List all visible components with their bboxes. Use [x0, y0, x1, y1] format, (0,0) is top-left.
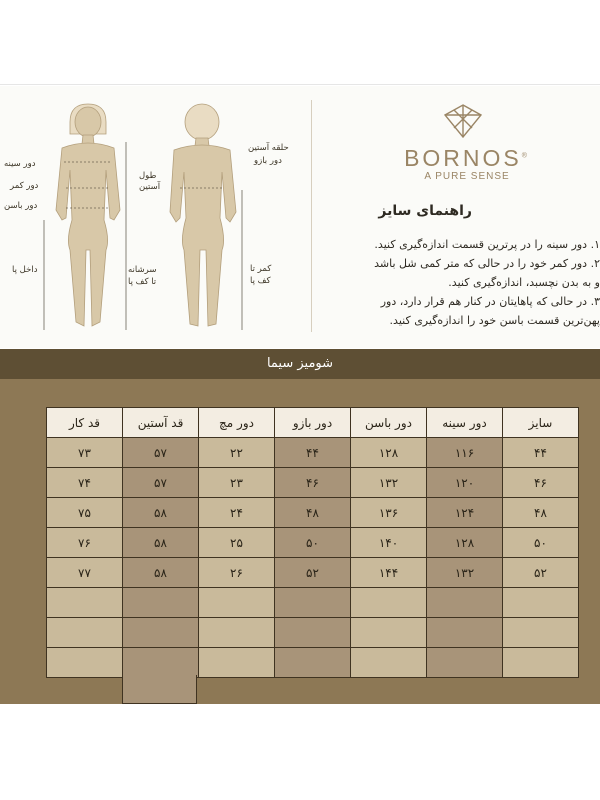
- table-cell-empty: [503, 648, 579, 678]
- guide-title: راهنمای سایز: [378, 203, 472, 219]
- table-cell: ۱۲۴: [427, 498, 503, 528]
- label-waist: دور کمر: [10, 181, 39, 191]
- brand-logo-icon: [437, 101, 489, 145]
- back-body-figure: [160, 100, 260, 332]
- table-cell-empty: [351, 648, 427, 678]
- table-cell: ۱۲۰: [427, 468, 503, 498]
- table-cell-empty: [47, 648, 123, 678]
- table-cell-empty: [427, 618, 503, 648]
- table-cell: ۵۷: [123, 468, 199, 498]
- table-cell-empty: [275, 588, 351, 618]
- label-bust: دور سینه: [4, 159, 36, 169]
- guide-line: ۳. در حالی که پاهایتان در کنار هم قرار دارد، دور: [380, 295, 600, 308]
- table-row: [47, 528, 579, 558]
- table-row-empty: [47, 618, 579, 648]
- table-row: [47, 558, 579, 588]
- table-row: [47, 498, 579, 528]
- guide-line: و به بدن نچسبد، اندازه‌گیری کنید.: [448, 276, 600, 289]
- table-cell-empty: [47, 618, 123, 648]
- table-cell: ۵۸: [123, 528, 199, 558]
- label-waist-to: کمر تا: [250, 264, 272, 274]
- table-cell-empty: [503, 588, 579, 618]
- table-cell: ۴۴: [275, 438, 351, 468]
- brand-name: BORNOS®: [404, 145, 530, 171]
- table-cell-empty: [275, 648, 351, 678]
- header-arm: دور بازو: [275, 408, 351, 438]
- brand-tagline: A PURE SENSE: [424, 171, 510, 182]
- table-cell: ۵۸: [123, 498, 199, 528]
- table-row-empty: [47, 588, 579, 618]
- table-cell: ۵۸: [123, 558, 199, 588]
- table-cell: ۲۳: [199, 468, 275, 498]
- table-cell: ۷۶: [47, 528, 123, 558]
- table-header-row: [47, 408, 579, 438]
- table-cell: ۷۵: [47, 498, 123, 528]
- table-cell-empty: [199, 618, 275, 648]
- header-bust: دور سینه: [427, 408, 503, 438]
- table-cell: ۴۴: [503, 438, 579, 468]
- table-cell: ۵۰: [503, 528, 579, 558]
- table-cell: ۱۱۶: [427, 438, 503, 468]
- table-cell: ۵۷: [123, 438, 199, 468]
- guide-line: پهن‌ترین قسمت باسن خود را اندازه‌گیری کنید.: [389, 314, 600, 327]
- table-cell: ۱۳۶: [351, 498, 427, 528]
- table-cell: ۵۲: [275, 558, 351, 588]
- header-size: سایز: [503, 408, 579, 438]
- table-cell-empty: [503, 618, 579, 648]
- table-cell: ۱۳۲: [427, 558, 503, 588]
- table-row-empty: [47, 648, 579, 678]
- header-length: قد کار: [47, 408, 123, 438]
- table-cell: ۲۴: [199, 498, 275, 528]
- top-divider: [0, 84, 600, 85]
- table-cell: ۲۵: [199, 528, 275, 558]
- guide-line: ۲. دور کمر خود را در حالی که متر کمی شل باشد: [374, 257, 600, 270]
- table-cell: ۱۲۸: [351, 438, 427, 468]
- table-row: [47, 468, 579, 498]
- label-arm: دور بازو: [254, 156, 282, 166]
- label-floor: کف پا: [250, 276, 271, 286]
- table-cell: ۷۷: [47, 558, 123, 588]
- table-cell: ۴۶: [503, 468, 579, 498]
- label-length: طول: [139, 171, 157, 181]
- label-to-floor: تا کف پا: [128, 277, 157, 287]
- table-cell: ۱۳۲: [351, 468, 427, 498]
- table-cell: ۷۴: [47, 468, 123, 498]
- label-shoulder: سرشانه: [128, 265, 157, 275]
- product-title: شومیز سیما: [266, 356, 334, 371]
- table-cell-empty: [351, 618, 427, 648]
- table-cell-empty: [199, 588, 275, 618]
- table-cell-extra: [122, 675, 197, 704]
- table-cell-empty: [123, 648, 199, 678]
- table-cell-empty: [199, 648, 275, 678]
- table-cell: ۵۰: [275, 528, 351, 558]
- table-cell: ۷۳: [47, 438, 123, 468]
- header-wrist: دور مچ: [199, 408, 275, 438]
- table-cell-empty: [427, 648, 503, 678]
- guide-instructions: [320, 235, 600, 330]
- table-cell: ۱۴۴: [351, 558, 427, 588]
- table-cell-empty: [351, 588, 427, 618]
- label-inseam: داخل پا: [12, 265, 38, 275]
- guide-line: ۱. دور سینه را در پرترین قسمت اندازه‌گیری کنید.: [374, 238, 600, 251]
- label-hip: دور باسن: [4, 201, 38, 211]
- table-cell-empty: [123, 618, 199, 648]
- table-cell: ۵۲: [503, 558, 579, 588]
- header-sleeve-length: قد آستین: [123, 408, 199, 438]
- table-row: [47, 438, 579, 468]
- header-hip: دور باسن: [351, 408, 427, 438]
- table-cell-empty: [275, 618, 351, 648]
- table-cell-empty: [427, 588, 503, 618]
- size-table: [46, 407, 579, 678]
- table-cell: ۱۴۰: [351, 528, 427, 558]
- label-armhole: حلقه آستین: [248, 143, 289, 153]
- table-cell: ۴۸: [275, 498, 351, 528]
- table-cell-empty: [123, 588, 199, 618]
- front-body-figure: [40, 100, 150, 332]
- section-divider: [311, 100, 312, 332]
- table-cell: ۲۲: [199, 438, 275, 468]
- table-cell-empty: [47, 588, 123, 618]
- table-cell: ۴۶: [275, 468, 351, 498]
- table-cell: ۲۶: [199, 558, 275, 588]
- table-cell: ۴۸: [503, 498, 579, 528]
- label-sleeve: آستین: [139, 182, 161, 192]
- table-cell: ۱۲۸: [427, 528, 503, 558]
